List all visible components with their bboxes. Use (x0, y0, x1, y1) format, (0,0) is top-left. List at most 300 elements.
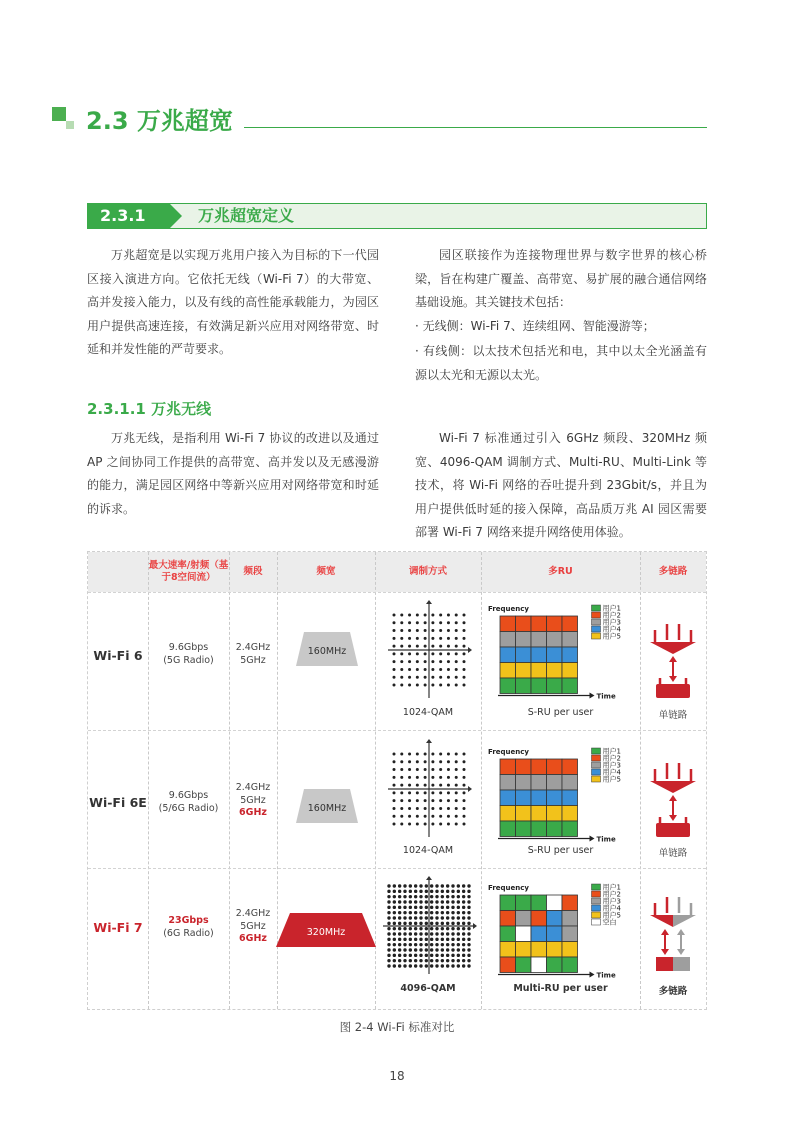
ru-cell (562, 942, 578, 958)
qam-point (430, 932, 433, 935)
ru-cell (547, 926, 563, 942)
subsection-title: 万兆超宽定义 (198, 206, 295, 225)
link-label-wifi6e: 单链路 (658, 848, 688, 859)
qam-point (425, 927, 428, 930)
ru-cell (500, 911, 516, 927)
qam-point (463, 645, 466, 648)
ru-cell (547, 911, 563, 927)
qam-point (457, 954, 460, 957)
ru-cell (562, 775, 578, 791)
qam-point (414, 943, 417, 946)
qam-point (467, 911, 470, 914)
rate-wifi6e: 9.6Gbps (5/6G Radio) (158, 790, 219, 814)
ru-cell (500, 775, 516, 791)
qam-point (467, 948, 470, 951)
qam-point (403, 911, 406, 914)
qam-point (451, 948, 454, 951)
qam-point (431, 645, 434, 648)
qam-point (387, 959, 390, 962)
qam-point (446, 884, 449, 887)
rate-wifi6: 9.6Gbps (5G Radio) (163, 642, 214, 666)
qam-point (431, 660, 434, 663)
ru-cell (562, 663, 578, 679)
qam-point (462, 954, 465, 957)
qam-point (430, 954, 433, 957)
qam-point (408, 768, 411, 771)
qam-point (435, 943, 438, 946)
qam-point (408, 807, 411, 810)
qam-point (439, 645, 442, 648)
qam-point (457, 884, 460, 887)
ru-cell (531, 942, 547, 958)
legend-swatch (592, 748, 601, 754)
qam-point (419, 884, 422, 887)
qam-point (393, 815, 396, 818)
qam-point (457, 964, 460, 967)
ru-cell (562, 821, 578, 837)
ru-grid-wifi7 (488, 881, 638, 981)
qam-point (462, 927, 465, 930)
qam-point (414, 922, 417, 925)
ru-cell (500, 632, 516, 648)
svg-text:320MHz: 320MHz (306, 927, 346, 938)
qam-point (425, 900, 428, 903)
ru-cell (516, 678, 532, 694)
qam-point (451, 922, 454, 925)
qam-point (424, 676, 427, 679)
qam-point (400, 753, 403, 756)
qam-point (393, 884, 396, 887)
ru-cell (562, 895, 578, 911)
qam-point (393, 660, 396, 663)
qam-point (463, 652, 466, 655)
ru-cell (562, 759, 578, 775)
ru-cell (531, 790, 547, 806)
qam-point (393, 890, 396, 893)
qam-point (455, 637, 458, 640)
qam-point (424, 815, 427, 818)
qam-point (400, 823, 403, 826)
ru-cell (516, 911, 532, 927)
ru-cell (516, 926, 532, 942)
qam-point (467, 900, 470, 903)
qam-point (463, 660, 466, 663)
qam-point (446, 948, 449, 951)
qam-point (387, 943, 390, 946)
link-label-wifi6: 单链路 (658, 710, 688, 721)
qam-point (439, 760, 442, 763)
qam-point (424, 629, 427, 632)
qam-point (398, 911, 401, 914)
qam-point (416, 668, 419, 671)
ru-cell (562, 911, 578, 927)
qam-point (393, 791, 396, 794)
qam-point (408, 652, 411, 655)
qam-point (398, 943, 401, 946)
qam-point (425, 959, 428, 962)
section-marker-icon (52, 107, 74, 129)
qam-point (409, 948, 412, 951)
qam-point (439, 668, 442, 671)
qam-point (463, 799, 466, 802)
qam-point (457, 906, 460, 909)
qam-point (398, 890, 401, 893)
qam-point (408, 676, 411, 679)
qam-point (424, 684, 427, 687)
qam-point (446, 890, 449, 893)
qam-point (447, 760, 450, 763)
qam-point (446, 895, 449, 898)
paragraph-campus: 园区联接作为连接物理世界与数字世界的核心桥梁，旨在构建广覆盖、高带宽、易扩展的融合通信网络基础设施。其关键技术包括： (415, 248, 707, 309)
qam-point (419, 922, 422, 925)
qam-point (467, 916, 470, 919)
row-name-wifi6e: Wi-Fi 6E (89, 795, 147, 810)
qam-point (463, 676, 466, 679)
qam-point (435, 954, 438, 957)
qam-point (447, 684, 450, 687)
qam-point (430, 895, 433, 898)
qam-point (439, 637, 442, 640)
qam-point (451, 895, 454, 898)
qam-point (467, 927, 470, 930)
qam-point (439, 660, 442, 663)
qam-point (441, 911, 444, 914)
ru-cell (562, 632, 578, 648)
qam-point (387, 964, 390, 967)
svg-text:用户1: 用户1 (602, 604, 621, 613)
qam-point (393, 807, 396, 810)
ru-cell (547, 942, 563, 958)
qam-point (416, 676, 419, 679)
qam-point (409, 938, 412, 941)
qam-point (424, 621, 427, 624)
qam-point (419, 895, 422, 898)
ru-cell (500, 759, 516, 775)
row-name-wifi7: Wi-Fi 7 (93, 920, 143, 935)
qam-point (416, 753, 419, 756)
qam-point (463, 621, 466, 624)
qam-point (467, 932, 470, 935)
qam-point (400, 791, 403, 794)
svg-text:Frequency: Frequency (488, 884, 529, 892)
qam-point (408, 784, 411, 787)
qam-point (414, 884, 417, 887)
qam-point (441, 954, 444, 957)
qam-point (393, 614, 396, 617)
qam-point (435, 900, 438, 903)
page-number: 18 (389, 1069, 405, 1083)
qam-point (425, 938, 428, 941)
qam-point (462, 938, 465, 941)
svg-text:用户5: 用户5 (602, 911, 621, 920)
ru-cell (562, 616, 578, 632)
qam-point (441, 922, 444, 925)
qam-point (409, 922, 412, 925)
ru-cell (500, 957, 516, 973)
qam-point (439, 676, 442, 679)
qam-point (419, 964, 422, 967)
qam-point (408, 614, 411, 617)
single-link-router-icon (650, 622, 696, 702)
qam-point (430, 916, 433, 919)
qam-point (416, 799, 419, 802)
qam-point (387, 954, 390, 957)
qam-point (424, 753, 427, 756)
legend-swatch (592, 769, 601, 775)
qam-point (430, 906, 433, 909)
qam-point (446, 954, 449, 957)
ru-cell (547, 790, 563, 806)
qam-point (398, 895, 401, 898)
ru-cell (500, 663, 516, 679)
qam-point (447, 784, 450, 787)
svg-text:用户1: 用户1 (602, 883, 621, 892)
qam-point (403, 884, 406, 887)
qam-point (447, 637, 450, 640)
qam-point (446, 927, 449, 930)
qam-point (435, 895, 438, 898)
svg-text:160MHz: 160MHz (307, 646, 347, 657)
svg-text:用户4: 用户4 (602, 768, 621, 777)
wifi-comparison-figure (87, 551, 707, 1010)
ru-cell (516, 806, 532, 822)
qam-point (419, 927, 422, 930)
section-rule (244, 127, 707, 128)
qam-point (446, 900, 449, 903)
qam-point (462, 964, 465, 967)
qam-point (431, 760, 434, 763)
qam-point (441, 927, 444, 930)
ru-cell (531, 926, 547, 942)
ru-label-wifi6: S-RU per user (527, 707, 594, 718)
qam-point (416, 621, 419, 624)
qam-point (430, 911, 433, 914)
ru-cell (547, 678, 563, 694)
qam-point (408, 776, 411, 779)
ru-cell (531, 957, 547, 973)
header-band: 频段 (243, 566, 263, 577)
qam-point (431, 753, 434, 756)
qam-point (409, 943, 412, 946)
qam-point (425, 911, 428, 914)
header-multi-ru: 多RU (548, 566, 573, 577)
qam-point (400, 645, 403, 648)
qam-point (419, 916, 422, 919)
qam-point (408, 621, 411, 624)
qam-point (435, 964, 438, 967)
qam-point (455, 815, 458, 818)
qam-point (416, 652, 419, 655)
qam-point (451, 943, 454, 946)
qam-point (400, 676, 403, 679)
qam-point (393, 753, 396, 756)
qam-point (387, 890, 390, 893)
qam-point (393, 823, 396, 826)
qam-point (462, 943, 465, 946)
qam-point (419, 938, 422, 941)
qam-point (425, 948, 428, 951)
ru-cell (531, 759, 547, 775)
qam-point (393, 959, 396, 962)
qam-point (403, 959, 406, 962)
svg-text:空白: 空白 (602, 918, 617, 927)
qam-point (408, 684, 411, 687)
qam-point (439, 753, 442, 756)
qam-point (451, 884, 454, 887)
qam-point (425, 932, 428, 935)
ru-cell (562, 678, 578, 694)
qam-point (455, 668, 458, 671)
header-modulation: 调制方式 (408, 566, 447, 577)
qam-point (393, 652, 396, 655)
qam-point (462, 911, 465, 914)
qam-point (463, 776, 466, 779)
header-multi-link: 多链路 (658, 566, 688, 577)
qam-point (457, 927, 460, 930)
qam-point (430, 959, 433, 962)
qam-point (387, 932, 390, 935)
svg-text:用户4: 用户4 (602, 904, 621, 913)
qam-point (447, 807, 450, 810)
ru-cell (562, 926, 578, 942)
qam-point (462, 948, 465, 951)
qam-point (393, 676, 396, 679)
qam-point (416, 791, 419, 794)
qam-point (467, 890, 470, 893)
qam-point (393, 911, 396, 914)
qam-point (457, 938, 460, 941)
qam-point (457, 890, 460, 893)
qam-point (416, 660, 419, 663)
bandwidth-shape-wifi6e (296, 789, 358, 823)
ru-cell (500, 790, 516, 806)
legend-swatch (592, 762, 601, 768)
qam-point (409, 964, 412, 967)
qam-point (457, 911, 460, 914)
qam-point (424, 784, 427, 787)
ru-cell (516, 759, 532, 775)
qam-point (414, 938, 417, 941)
qam-point (398, 916, 401, 919)
qam-point (430, 927, 433, 930)
qam-point (431, 776, 434, 779)
ru-cell (500, 895, 516, 911)
qam-point (416, 614, 419, 617)
ru-cell (531, 911, 547, 927)
ru-label-wifi6e: S-RU per user (527, 845, 594, 856)
qam-point (408, 799, 411, 802)
ru-cell (547, 616, 563, 632)
qam-point (467, 964, 470, 967)
qam-point (398, 884, 401, 887)
qam-point (400, 807, 403, 810)
svg-text:用户3: 用户3 (602, 618, 621, 627)
ru-cell (516, 775, 532, 791)
svg-text:用户3: 用户3 (602, 761, 621, 770)
qam-point (462, 884, 465, 887)
qam-point (425, 954, 428, 957)
qam-point (409, 884, 412, 887)
ru-cell (531, 632, 547, 648)
qam-point (414, 916, 417, 919)
legend-swatch (592, 905, 601, 911)
subsection-number: 2.3.1 (88, 204, 170, 228)
svg-text:Time: Time (596, 971, 616, 980)
qam-point (430, 938, 433, 941)
svg-text:Time: Time (596, 835, 616, 844)
qam-point (393, 916, 396, 919)
legend-swatch (592, 619, 601, 625)
qam-point (455, 760, 458, 763)
ru-cell (516, 647, 532, 663)
qam-point (403, 916, 406, 919)
qam-point (416, 815, 419, 818)
qam-point (439, 823, 442, 826)
qam-point (414, 948, 417, 951)
qam-point (457, 922, 460, 925)
qam-point (431, 684, 434, 687)
qam-point (439, 614, 442, 617)
qam-point (441, 938, 444, 941)
qam-point (439, 621, 442, 624)
qam-point (424, 776, 427, 779)
qam-point (425, 943, 428, 946)
qam-point (431, 784, 434, 787)
qam-point (416, 645, 419, 648)
qam-point (416, 807, 419, 810)
legend-swatch (592, 755, 601, 761)
legend-swatch (592, 891, 601, 897)
qam-point (451, 906, 454, 909)
qam-point (403, 900, 406, 903)
qam-point (414, 906, 417, 909)
ru-cell (531, 806, 547, 822)
qam-point (455, 823, 458, 826)
qam-point (439, 815, 442, 818)
qam-point (400, 815, 403, 818)
qam-point (431, 768, 434, 771)
qam-point (414, 927, 417, 930)
qam-point (403, 890, 406, 893)
ru-cell (500, 616, 516, 632)
qam-point (431, 637, 434, 640)
qam-point (455, 652, 458, 655)
ru-cell (547, 957, 563, 973)
qam-point (435, 906, 438, 909)
qam-point (398, 900, 401, 903)
qam-point (400, 637, 403, 640)
svg-text:用户2: 用户2 (602, 754, 621, 763)
qam-point (446, 932, 449, 935)
qam-point (409, 959, 412, 962)
qam-point (435, 938, 438, 941)
qam-point (424, 645, 427, 648)
ru-cell (547, 775, 563, 791)
qam-point (419, 890, 422, 893)
qam-point (424, 823, 427, 826)
qam-point (446, 916, 449, 919)
qam-point (467, 922, 470, 925)
qam-point (425, 922, 428, 925)
qam-point (414, 890, 417, 893)
qam-point (463, 637, 466, 640)
qam-point (455, 776, 458, 779)
qam-point (398, 927, 401, 930)
qam-point (430, 884, 433, 887)
ru-cell (516, 663, 532, 679)
qam-point (398, 932, 401, 935)
qam-point (441, 895, 444, 898)
